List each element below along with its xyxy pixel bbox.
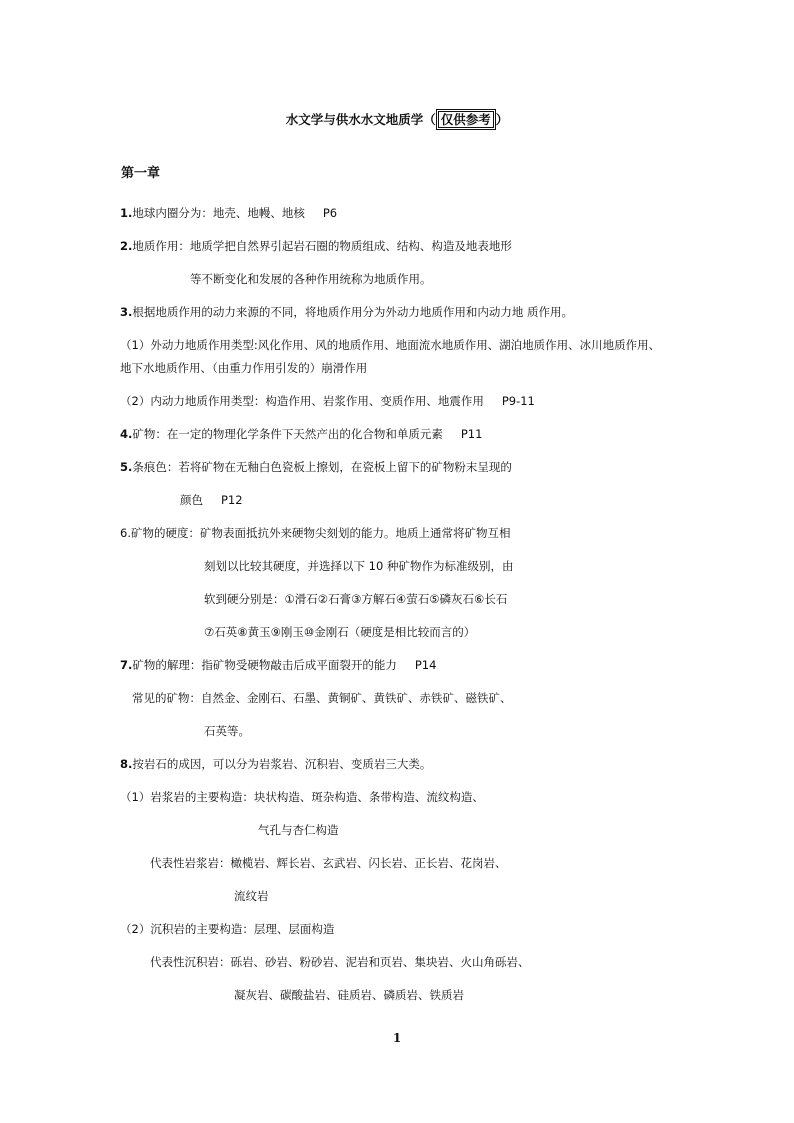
item-8-sub1-examples: 代表性岩浆岩：橄榄岩、辉长岩、玄武岩、闪长岩、正长岩、花岗岩、: [150, 856, 507, 870]
item-7: 7.矿物的解理：指矿物受硬物敲击后成平面裂开的能力 P14: [120, 658, 437, 672]
page-ref: P11: [460, 427, 483, 441]
item-5: 5.条痕色：若将矿物在无釉白色瓷板上擦划，在瓷板上留下的矿物粉末呈现的: [120, 460, 512, 474]
item-3-sub2: （2）内动力地质作用类型：构造作用、岩浆作用、变质作用、地震作用 P9-11: [120, 394, 535, 408]
item-3-sub1: （1）外动力地质作用类型:风化作用、风的地质作用、地面流水地质作用、湖泊地质作用、冰川地质作用、: [120, 338, 661, 352]
item-8-sub2-examples: 代表性沉积岩：砾岩、砂岩、粉砂岩、泥岩和页岩、集块岩、火山角砾岩、: [150, 955, 530, 969]
item-2-cont: 等不断变化和发展的各种作用统称为地质作用。: [190, 272, 432, 286]
item-6: 6.矿物的硬度：矿物表面抵抗外来硬物尖刻划的能力。地质上通常将矿物互相: [120, 526, 511, 540]
item-6-cont1: 刻划以比较其硬度，并选择以下 10 种矿物作为标准级别，由: [204, 559, 514, 573]
item-2: 2.地质作用：地质学把自然界引起岩石圈的物质组成、结构、构造及地表地形: [120, 239, 512, 253]
page-ref: P6: [322, 206, 338, 220]
item-5-cont: 颜色 P12: [180, 493, 243, 507]
item-3-sub1-cont: 地下水地质作用、（由重力作用引发的）崩滑作用: [120, 361, 368, 375]
item-8-sub1-cont: 气孔与杏仁构造: [258, 823, 339, 837]
page-number: 1: [392, 1031, 402, 1045]
page-ref: P12: [221, 493, 243, 507]
title-boxed-note: 仅供参考: [436, 109, 496, 130]
page-ref: P14: [414, 658, 437, 672]
item-8-sub2: （2）沉积岩的主要构造：层理、层面构造: [120, 922, 335, 936]
item-8-sub1-examples-cont: 流纹岩: [234, 889, 269, 903]
page-ref: P9-11: [501, 394, 535, 408]
item-6-cont2: 软到硬分别是：①滑石②石膏③方解石④萤石⑤磷灰石⑥长石: [204, 592, 508, 606]
item-1: 1.地球内圈分为：地壳、地幔、地核 P6: [120, 206, 338, 220]
item-8-sub2-examples-cont: 凝灰岩、碳酸盐岩、硅质岩、磷质岩、铁质岩: [234, 988, 464, 1002]
title-text: 水文学与供水水文地质学（: [285, 112, 436, 127]
item-7-minerals-cont: 石英等。: [204, 724, 250, 738]
document-title: [0, 109, 794, 130]
item-4: 4.矿物：在一定的物理化学条件下天然产出的化合物和单质元素 P11: [120, 427, 483, 441]
item-7-minerals: 常见的矿物：自然金、金刚石、石墨、黄铜矿、黄铁矿、赤铁矿、磁铁矿、: [132, 691, 512, 705]
chapter-heading: 第一章: [121, 166, 161, 181]
title-close-paren: ）: [495, 112, 509, 127]
item-8-sub1: （1）岩浆岩的主要构造：块状构造、斑杂构造、条带构造、流纹构造、: [120, 790, 484, 804]
item-8: 8.按岩石的成因，可以分为岩浆岩、沉积岩、变质岩三大类。: [120, 757, 432, 771]
item-6-cont3: ⑦石英⑧黄玉⑨刚玉⑩金刚石（硬度是相比较而言的）: [204, 625, 476, 639]
item-3: 3.根据地质作用的动力来源的不同，将地质作用分为外动力地质作用和内动力地 质作用。: [120, 305, 574, 319]
